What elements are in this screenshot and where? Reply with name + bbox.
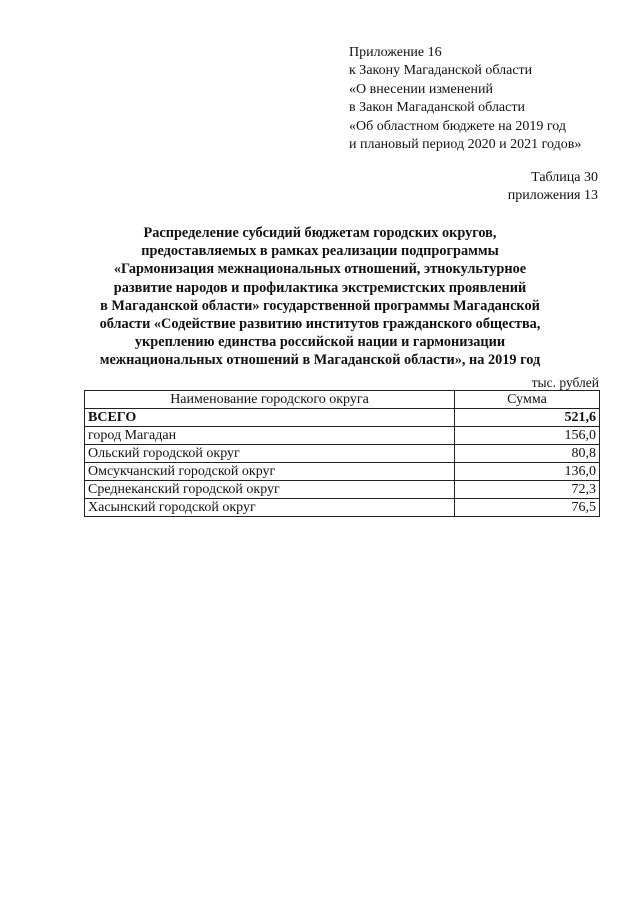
table-cell-name: Хасынский городской округ — [85, 499, 455, 517]
title-line: развитие народов и профилактика экстремистских проявлений — [113, 279, 527, 296]
title-line: предоставляемых в рамках реализации подпрограммы — [141, 243, 499, 260]
appendix-line: «О внесении изменений — [349, 81, 493, 97]
table-row — [85, 463, 600, 481]
table-cell-sum: 80,8 — [455, 445, 600, 463]
appendix-line: в Закон Магаданской области — [349, 100, 525, 116]
units-label: тыс. рублей — [531, 375, 599, 390]
appendix-header — [349, 44, 629, 154]
table-cell-sum: 156,0 — [455, 427, 600, 445]
table-row — [85, 445, 600, 463]
table-reference-line: приложения 13 — [507, 188, 598, 204]
appendix-line: к Закону Магаданской области — [349, 63, 533, 79]
column-header-name: Наименование городского округа — [85, 391, 455, 409]
table-cell-sum: 136,0 — [455, 463, 600, 481]
table-cell-name: Среднеканский городской округ — [85, 481, 455, 499]
table-row — [85, 427, 600, 445]
table-reference — [398, 169, 598, 206]
table-cell-name: город Магадан — [85, 427, 455, 445]
title-line: Распределение субсидий бюджетам городских округов, — [143, 225, 497, 241]
table-cell-sum: 521,6 — [455, 409, 600, 427]
title-line: в Магаданской области» государственной программы Магаданской — [100, 297, 540, 314]
appendix-line: и плановый период 2020 и 2021 годов» — [349, 137, 582, 153]
appendix-line: Приложение 16 — [349, 45, 442, 60]
table-header-row — [85, 391, 600, 409]
table-row — [85, 481, 600, 499]
appendix-line: «Об областном бюджете на 2019 год — [349, 118, 566, 134]
title-line: «Гармонизация межнациональных отношений, этнокультурное — [113, 261, 527, 278]
title-line: области «Содействие развитию институтов гражданского общества, — [99, 316, 541, 333]
table-cell-sum: 76,5 — [455, 499, 600, 517]
title-line: укреплению единства российской нации и гармонизации — [134, 334, 506, 351]
table-cell-name: Омсукчанский городской округ — [85, 463, 455, 481]
table-reference-line: Таблица 30 — [531, 170, 598, 185]
table-cell-name: Ольский городской округ — [85, 445, 455, 463]
title-line: межнациональных отношений в Магаданской области», на 2019 год — [99, 352, 541, 369]
table-cell-sum: 72,3 — [455, 481, 600, 499]
table-row — [85, 499, 600, 517]
document-title — [60, 224, 580, 370]
column-header-sum: Сумма — [455, 391, 600, 409]
table-cell-name: ВСЕГО — [85, 409, 455, 427]
table-row-total — [85, 409, 600, 427]
subsidy-table — [84, 390, 600, 517]
